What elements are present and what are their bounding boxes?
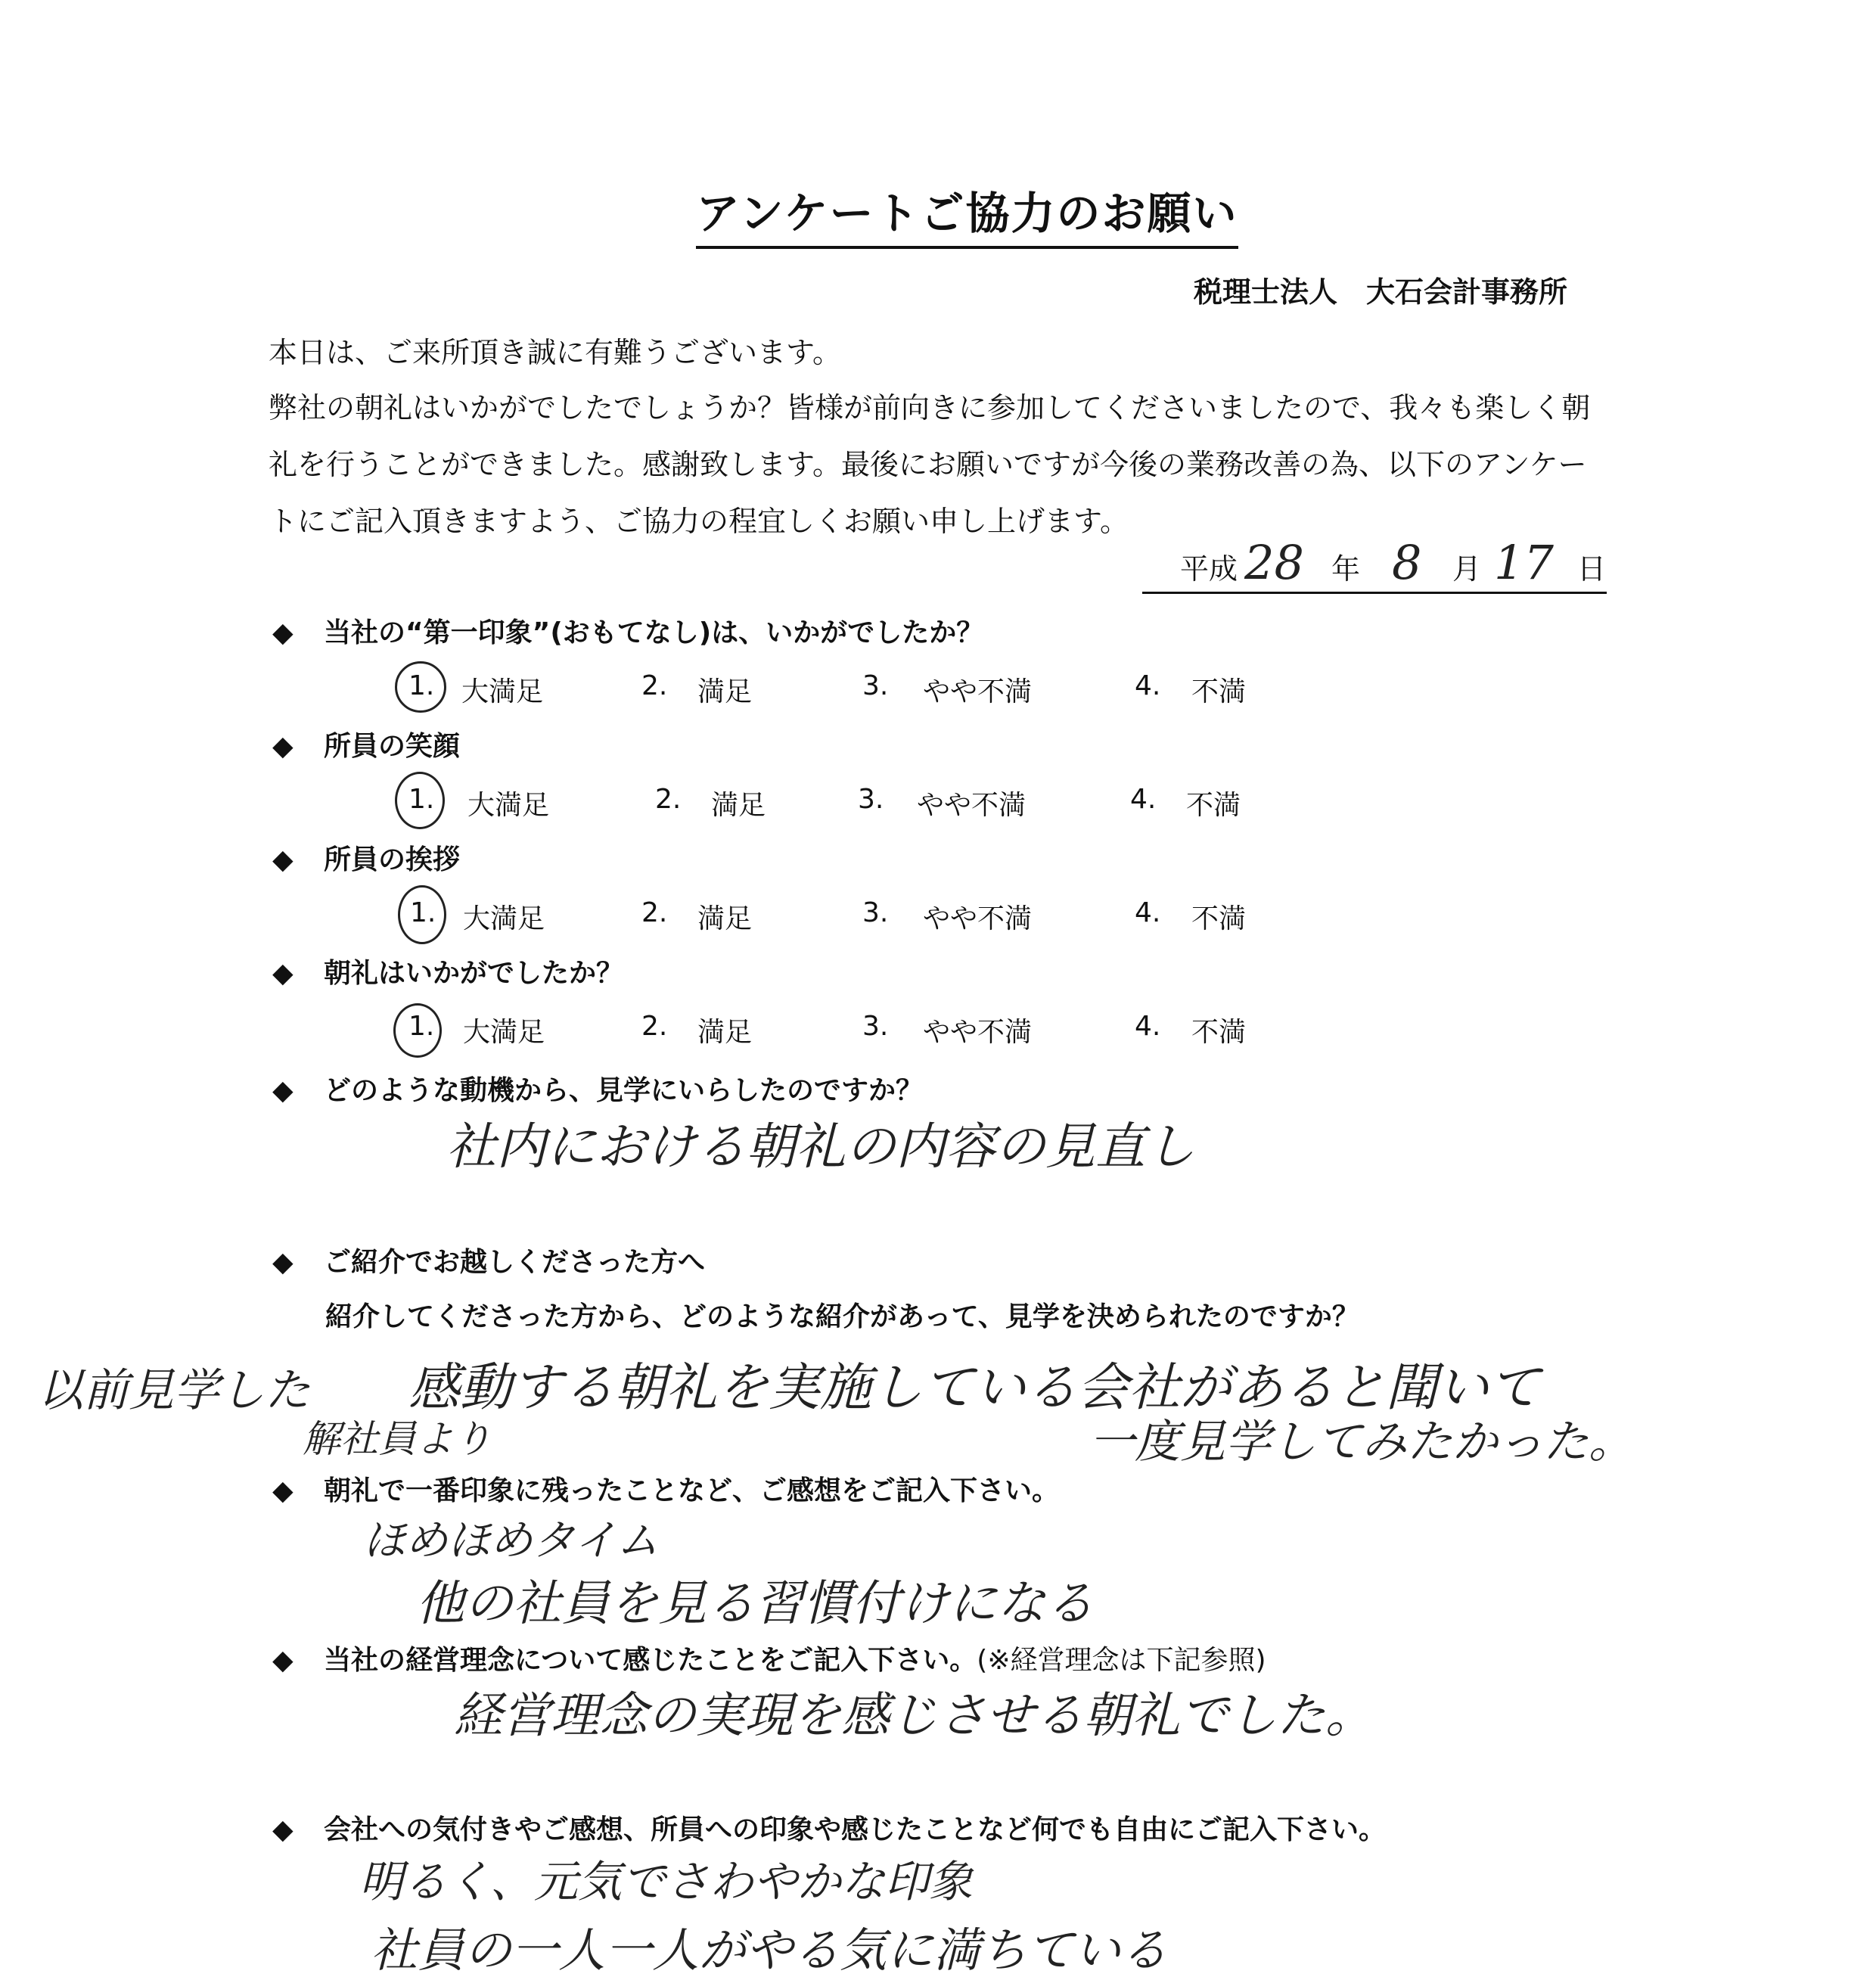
handwritten-answer-q6-part1: 以前見学した bbox=[38, 1364, 310, 1417]
handwritten-answer-q9-line2: 社員の一人一人がやる気に満ちている bbox=[371, 1922, 1168, 1978]
question-5 bbox=[272, 1069, 923, 1108]
intro-line-4: トにご記入頂きますよう、ご協力の程宜しくお願い申し上げます。 bbox=[269, 505, 1129, 538]
question-label: 会社への気付きやご感想、所員への印象や感じたことなど何でも自由にご記入下さい。 bbox=[324, 1814, 1387, 1845]
option-3-label[interactable]: やや不満 bbox=[923, 1017, 1033, 1048]
option-4-label[interactable]: 不満 bbox=[1191, 1017, 1247, 1048]
question-label: 当社の“第一印象”(おもてなし)は、いかがでしたか？ bbox=[324, 617, 984, 648]
question-label: どのような動機から、見学にいらしたのですか？ bbox=[324, 1075, 924, 1106]
date-era: 平成 bbox=[1180, 552, 1238, 586]
option-1-number[interactable]: 1. bbox=[408, 784, 435, 815]
diamond-bullet-icon: ◆ bbox=[272, 617, 294, 648]
date-year-label: 年 bbox=[1331, 552, 1361, 586]
diamond-bullet-icon: ◆ bbox=[272, 1247, 294, 1278]
intro-line-1: 本日は、ご来所頂き誠に有難うございます。 bbox=[269, 336, 841, 369]
page-title: アンケートご協力のお願い bbox=[696, 178, 1238, 249]
diamond-bullet-icon: ◆ bbox=[272, 1645, 294, 1676]
option-1-label[interactable]: 大満足 bbox=[467, 790, 550, 821]
question-4 bbox=[272, 952, 623, 990]
option-3-label[interactable]: やや不満 bbox=[923, 903, 1033, 934]
question-8 bbox=[272, 1639, 1266, 1677]
option-3-label[interactable]: やや不満 bbox=[923, 676, 1033, 707]
option-1-number[interactable]: 1. bbox=[408, 670, 435, 701]
question-7 bbox=[272, 1469, 1059, 1508]
question-label: 朝礼はいかがでしたか？ bbox=[324, 958, 624, 989]
question-label: 朝礼で一番印象に残ったことなど、ご感想をご記入下さい。 bbox=[324, 1475, 1060, 1506]
option-1-label[interactable]: 大満足 bbox=[461, 676, 544, 707]
option-2-label[interactable]: 満足 bbox=[711, 790, 766, 821]
question-8-note: (※経営理念は下記参照) bbox=[977, 1645, 1266, 1676]
handwritten-answer-q7-line1: ほめほめタイム bbox=[363, 1516, 659, 1565]
handwritten-answer-q6-part4: 一度見学してみたかった。 bbox=[1089, 1416, 1634, 1469]
handwritten-answer-q9-line1: 明るく、元気でさわやかな印象 bbox=[359, 1856, 973, 1907]
handwritten-answer-q6-part3: 解社員より bbox=[303, 1417, 492, 1461]
intro-line-3: 礼を行うことができました。感謝致します。最後にお願いですが今後の業務改善の為、以下のアンケー bbox=[269, 448, 1587, 481]
question-label: 所員の笑顔 bbox=[324, 731, 461, 762]
question-3 bbox=[272, 838, 460, 877]
handwritten-answer-q8: 経営理念の実現を感じさせる朝礼でした。 bbox=[454, 1688, 1374, 1744]
option-1-number[interactable]: 1. bbox=[410, 897, 436, 928]
date-field[interactable] bbox=[1142, 535, 1607, 594]
option-3-number[interactable]: 3. bbox=[862, 1011, 889, 1042]
option-2-label[interactable]: 満足 bbox=[697, 676, 753, 707]
date-day: 17 bbox=[1494, 535, 1554, 590]
question-1 bbox=[272, 611, 983, 650]
diamond-bullet-icon: ◆ bbox=[272, 844, 294, 875]
diamond-bullet-icon: ◆ bbox=[272, 731, 294, 762]
option-1-number[interactable]: 1. bbox=[408, 1011, 435, 1042]
option-4-number[interactable]: 4. bbox=[1135, 670, 1161, 701]
option-3-label[interactable]: やや不満 bbox=[917, 790, 1027, 821]
option-4-label[interactable]: 不満 bbox=[1191, 903, 1247, 934]
diamond-bullet-icon: ◆ bbox=[272, 958, 294, 989]
option-1-label[interactable]: 大満足 bbox=[463, 1017, 545, 1048]
intro-line-2: 弊社の朝礼はいかがでしたでしょうか？皆様が前向きに参加してくださいましたので、我々も楽しく朝 bbox=[269, 391, 1591, 424]
option-3-number[interactable]: 3. bbox=[862, 897, 889, 928]
handwritten-answer-q5: 社内における朝礼の内容の見直し bbox=[446, 1117, 1195, 1176]
diamond-bullet-icon: ◆ bbox=[272, 1075, 294, 1106]
question-6 bbox=[272, 1241, 705, 1279]
question-6-sub: 紹介してくださった方から、どのような紹介があって、見学を決められたのですか？ bbox=[325, 1301, 1359, 1332]
date-day-label: 日 bbox=[1577, 552, 1607, 586]
option-2-number[interactable]: 2. bbox=[655, 784, 682, 815]
handwritten-answer-q7-line2: 他の社員を見る習慣付けになる bbox=[416, 1576, 1094, 1632]
option-2-number[interactable]: 2. bbox=[641, 670, 668, 701]
option-1-label[interactable]: 大満足 bbox=[463, 903, 545, 934]
option-3-number[interactable]: 3. bbox=[858, 784, 884, 815]
question-label: 所員の挨拶 bbox=[324, 844, 461, 875]
question-9 bbox=[272, 1808, 1386, 1847]
date-month: 8 bbox=[1392, 535, 1422, 590]
option-4-label[interactable]: 不満 bbox=[1186, 790, 1241, 821]
option-2-label[interactable]: 満足 bbox=[697, 903, 753, 934]
date-year: 28 bbox=[1244, 535, 1304, 590]
question-label: 当社の経営理念について感じたことをご記入下さい。 bbox=[324, 1645, 977, 1676]
handwritten-answer-q6-part2: 感動する朝礼を実施している会社があると聞いて bbox=[408, 1358, 1541, 1418]
option-4-number[interactable]: 4. bbox=[1130, 784, 1157, 815]
question-2 bbox=[272, 725, 460, 763]
date-month-label: 月 bbox=[1452, 552, 1482, 586]
diamond-bullet-icon: ◆ bbox=[272, 1814, 294, 1845]
option-4-number[interactable]: 4. bbox=[1135, 897, 1161, 928]
option-4-number[interactable]: 4. bbox=[1135, 1011, 1161, 1042]
option-3-number[interactable]: 3. bbox=[862, 670, 889, 701]
question-label: ご紹介でお越しくださった方へ bbox=[324, 1247, 706, 1278]
option-2-number[interactable]: 2. bbox=[641, 1011, 668, 1042]
option-2-label[interactable]: 満足 bbox=[697, 1017, 753, 1048]
option-2-number[interactable]: 2. bbox=[641, 897, 668, 928]
option-4-label[interactable]: 不満 bbox=[1191, 676, 1247, 707]
diamond-bullet-icon: ◆ bbox=[272, 1475, 294, 1506]
organization-name: 税理士法人 大石会計事務所 bbox=[1194, 275, 1568, 309]
